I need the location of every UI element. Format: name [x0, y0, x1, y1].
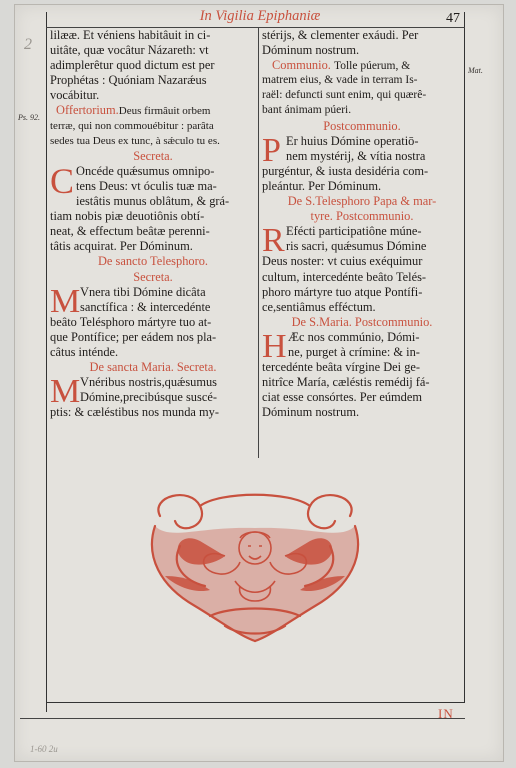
- drop-initial: M: [50, 373, 81, 411]
- drop-initial: H: [262, 327, 287, 365]
- postcommunio-prayer-3: [262, 327, 462, 421]
- text-line: que Pontífice; per eádem nos pla-: [50, 329, 217, 344]
- margin-note-right: Mat.: [468, 66, 483, 75]
- frame-rule-left: [46, 12, 47, 712]
- text-line: Deus firmâuit orbem: [118, 105, 211, 118]
- communio-section: [262, 58, 462, 118]
- left-column: [50, 28, 256, 420]
- text-line: Dóminum nostrum.: [262, 405, 360, 420]
- text-line: tâtis acquirat. Per Dóminum.: [50, 239, 193, 254]
- text-line: bant ánimam púeri.: [262, 104, 352, 117]
- text-line: sedes tua Deus ex tunc, à sǽculo tu es.: [50, 134, 220, 147]
- drop-initial: P: [262, 131, 281, 169]
- text-line: Er huius Dómine operatiō-: [286, 133, 419, 148]
- text-line: tens Deus: vt óculis tuæ ma-: [76, 178, 217, 193]
- text-line: cultum, intercedénte beâto Telés-: [262, 269, 427, 284]
- communio-label: Communio.: [272, 58, 331, 73]
- text-line: Oncéde quǽsumus omnipo-: [76, 163, 215, 178]
- pencil-mark-top: 2: [24, 36, 32, 53]
- running-title: In Vigilia Epiphaniæ: [199, 8, 321, 24]
- drop-initial: C: [50, 160, 75, 201]
- text-line: Efécti participatiône múne-: [286, 224, 422, 239]
- text-line: nem mystérij, & vítia nostra: [286, 148, 426, 163]
- text-line: adimplerêtur quod dictum est per: [50, 58, 215, 73]
- secreta-prayer: [50, 160, 256, 255]
- maria-secreta: [50, 375, 256, 420]
- text-line: neat, & effectum beâtæ perenni-: [50, 224, 210, 239]
- text-line: nitrîce María, cæléstis remédij fá-: [262, 375, 430, 390]
- offertory-section: [50, 103, 256, 148]
- text-line: Dómine,precibúsque suscé-: [80, 390, 217, 405]
- text-line: Deus noster: vt cuius exéquimur: [262, 254, 423, 269]
- catchword: IN: [438, 706, 454, 721]
- offertory-label: Offertorium.: [56, 103, 119, 118]
- cherub-ornament: [140, 486, 370, 646]
- secreta-label: Secreta.: [133, 148, 173, 163]
- text-line: raël: defuncti sunt enim, qui quærê-: [262, 89, 427, 102]
- text-line: ciat esse consórtes. Per eúmdem: [262, 390, 422, 405]
- secreta-prayer-2: [50, 282, 256, 360]
- text-line: tercedénte beâta vírgine Dei ge-: [262, 360, 421, 375]
- telesphorus-heading: De sancto Telesphoro.: [97, 254, 209, 269]
- text-line: tiam nobis piæ deuotiônis obtí-: [50, 209, 205, 224]
- gospel-text: [50, 28, 256, 103]
- frame-rule-bottom-outer: [20, 718, 465, 719]
- frame-rule-right: [464, 12, 465, 702]
- text-line: ce,sentiâmus efféctum.: [262, 299, 376, 314]
- text-line: ne, purget à crímine: & in-: [288, 344, 420, 359]
- text-line: matrem eius, & vade in terram Is-: [262, 74, 418, 87]
- secreta-label-2: Secreta.: [133, 269, 173, 284]
- text-line: Æc nos commúnio, Dómi-: [288, 329, 420, 344]
- text-line: beâto Telésphoro mártyre tuo at-: [50, 314, 212, 329]
- text-line: Vnéribus nostris,quǽsumus: [80, 375, 217, 390]
- text-line: ptis: & cæléstibus nos munda my-: [50, 405, 219, 420]
- text-line: Vnera tibi Dómine dicâta: [80, 284, 206, 299]
- text-line: Prophétas : Quóniam Nazarǽus: [50, 73, 207, 88]
- right-column: [262, 28, 462, 420]
- column-divider: [258, 28, 259, 458]
- text-line: Tolle púerum, &: [333, 60, 411, 73]
- telesphorus-postcommunio-heading: De S.Telesphoro Papa & mar-: [287, 194, 437, 209]
- postcommunio-prayer: [262, 131, 462, 194]
- text-line: Dóminum nostrum.: [262, 43, 360, 58]
- drop-initial: R: [262, 222, 285, 260]
- text-line: câtus inténde.: [50, 344, 119, 359]
- text-line: purgéntur, & iusta desidéria com-: [262, 163, 429, 178]
- page-number: 47: [446, 11, 460, 26]
- text-line: stérijs, & clementer exáudi. Per: [262, 28, 419, 42]
- maria-postcommunio-heading: De S.Maria. Postcommunio.: [291, 314, 433, 329]
- text-line: vocábitur.: [50, 88, 100, 103]
- drop-initial: M: [50, 282, 81, 320]
- text-line: sanctífica : & intercedénte: [80, 299, 211, 314]
- pencil-mark-bottom: 1-60 2u: [30, 744, 58, 754]
- maria-heading: De sancta Maria. Secreta.: [89, 360, 217, 375]
- text-line: terræ, qui non commouébitur : parâta: [50, 119, 214, 132]
- text-line: uitâte, quæ vocâtur Názareth: vt: [50, 43, 209, 58]
- postcommunio-prayer-2: [262, 224, 462, 315]
- frame-rule-bottom: [46, 702, 465, 703]
- margin-note-left: Ps. 92.: [18, 113, 40, 122]
- text-line: lilææ. Et véniens habitâuit in ci-: [50, 28, 211, 42]
- text-line: pleántur. Per Dóminum.: [262, 178, 382, 193]
- text-line: ris sacri, quǽsumus Dómine: [286, 239, 427, 254]
- text-line: iestâtis munus oblâtum, & grá-: [76, 194, 230, 209]
- text-line: phoro mártyre tuo atque Pontífi-: [262, 284, 423, 299]
- postcommunio-label: Postcommunio.: [323, 118, 401, 133]
- telesphorus-postcommunio-heading-2: tyre. Postcommunio.: [310, 209, 414, 224]
